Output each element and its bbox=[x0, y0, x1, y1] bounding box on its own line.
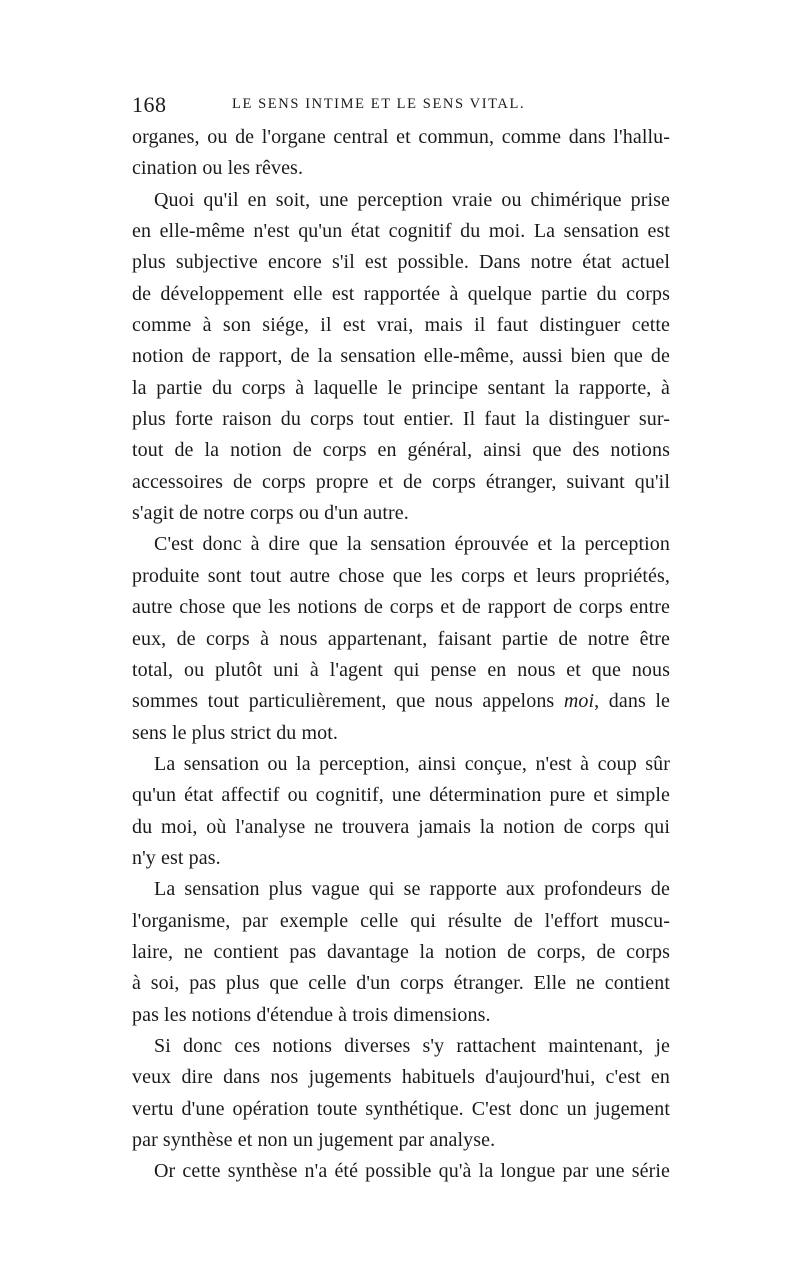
text-line: sens le plus strict du mot. bbox=[132, 721, 339, 744]
text-line: veux dire dans nos jugements habituels d'aujourd'hui, c'est en bbox=[132, 1066, 670, 1089]
text-line: n'y est pas. bbox=[132, 846, 221, 869]
text-line: notion de rapport, de la sensation elle-même, aussi bien que de bbox=[132, 345, 670, 368]
text-line: plus forte raison du corps tout entier. Il faut la distinguer sur- bbox=[132, 408, 670, 431]
text-line: cination ou les rêves. bbox=[132, 157, 304, 180]
paragraph-start-line: C'est donc à dire que la sensation éprouvée et la perception bbox=[154, 533, 670, 556]
body-text bbox=[132, 122, 670, 1188]
text-line-with-italic bbox=[132, 686, 670, 717]
text-line: du moi, où l'analyse ne trouvera jamais la notion de corps qui bbox=[132, 815, 670, 838]
text-line: plus subjective encore s'il est possible. Dans notre état actuel bbox=[132, 251, 670, 274]
italic-word: moi bbox=[563, 690, 595, 713]
text-line: pas les notions d'étendue à trois dimensions. bbox=[132, 1003, 491, 1026]
text-segment: , dans le bbox=[594, 690, 670, 713]
running-head bbox=[132, 92, 670, 118]
text-segment: sommes tout particulièrement, que nous appelons bbox=[132, 690, 564, 713]
paragraph-start-line: Or cette synthèse n'a été possible qu'à la longue par une série bbox=[154, 1160, 670, 1183]
paragraph-start-line: Quoi qu'il en soit, une perception vraie ou chimérique prise bbox=[154, 188, 670, 211]
running-title: LE SENS INTIME ET LE SENS VITAL. bbox=[232, 96, 526, 112]
text-line: organes, ou de l'organe central et commun, comme dans l'hallu- bbox=[132, 126, 670, 148]
text-line: total, ou plutôt uni à l'agent qui pense en nous et que nous bbox=[132, 658, 670, 681]
text-line: produite sont tout autre chose que les corps et leurs propriétés, bbox=[132, 564, 670, 587]
text-line: vertu d'une opération toute synthétique. C'est donc un jugement bbox=[132, 1097, 670, 1120]
text-line: la partie du corps à laquelle le principe sentant la rapporte, à bbox=[132, 376, 670, 399]
paragraph-start-line: Si donc ces notions diverses s'y rattachent maintenant, je bbox=[154, 1034, 670, 1057]
text-line: eux, de corps à nous appartenant, faisant partie de notre être bbox=[132, 627, 670, 650]
text-line: s'agit de notre corps ou d'un autre. bbox=[132, 502, 409, 525]
text-line: accessoires de corps propre et de corps étranger, suivant qu'il bbox=[132, 470, 670, 493]
text-line: à soi, pas plus que celle d'un corps étranger. Elle ne contient bbox=[132, 972, 670, 995]
text-line: l'organisme, par exemple celle qui résulte de l'effort muscu- bbox=[132, 909, 670, 932]
text-line: de développement elle est rapportée à quelque partie du corps bbox=[132, 282, 670, 305]
text-line: comme à son siége, il est vrai, mais il faut distinguer cette bbox=[132, 314, 670, 337]
page-number: 168 bbox=[132, 92, 167, 117]
text-line: laire, ne contient pas davantage la notion de corps, de corps bbox=[132, 940, 670, 963]
paragraph-start-line: La sensation ou la perception, ainsi conçue, n'est à coup sûr bbox=[154, 752, 670, 775]
text-line: autre chose que les notions de corps et de rapport de corps entre bbox=[132, 596, 670, 619]
text-line: qu'un état affectif ou cognitif, une détermination pure et simple bbox=[132, 784, 670, 807]
text-line: par synthèse et non un jugement par analyse. bbox=[132, 1129, 496, 1151]
text-line: en elle-même n'est qu'un état cognitif du moi. La sensation est bbox=[132, 220, 670, 243]
paragraph-start-line: La sensation plus vague qui se rapporte aux profondeurs de bbox=[154, 878, 670, 901]
text-line: tout de la notion de corps en général, ainsi que des notions bbox=[132, 439, 670, 462]
